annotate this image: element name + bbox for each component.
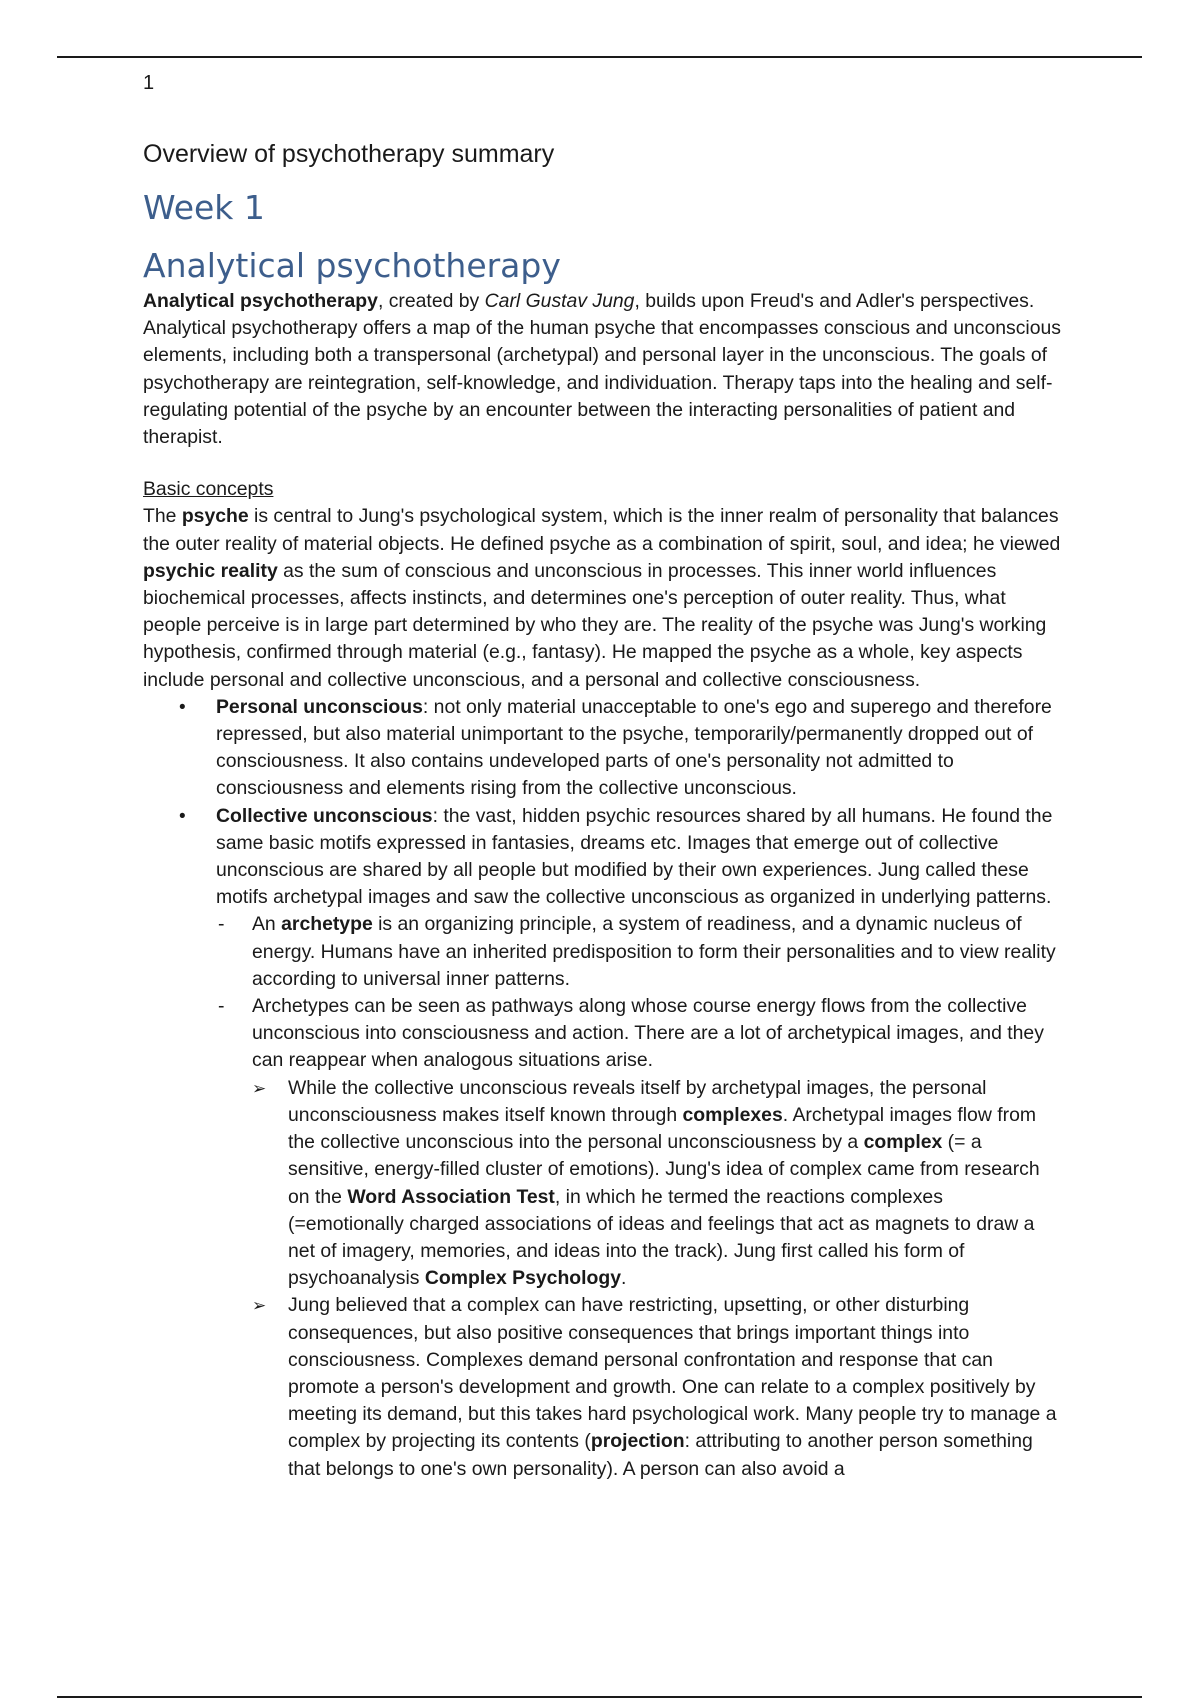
consequences-text-2: : attributing to another person something that belongs to one's own personality). A person can also avoid a <box>288 1430 1033 1480</box>
footer-rule <box>57 1696 1142 1698</box>
intro-author: Carl Gustav Jung <box>484 290 635 312</box>
header-rule <box>57 56 1142 58</box>
complex-text-4: , in which he termed the reactions complexes (=emotionally charged associations of ideas and feelings that act as magnets to draw a net of imagery, memories, and ideas into the track). Jung first called his form of psychoanalysis <box>288 1185 1035 1290</box>
complex-term: complex <box>863 1131 943 1154</box>
collective-unconscious-text: : the vast, hidden psychic resources shared by all humans. He found the same basic motifs expressed in fantasies, dreams etc. Images that emerge out of collective unconscious are shared by all people but modified by their own experiences. Jung called these motifs archetypal images and saw the collective unconscious as organized in underlying patterns. <box>216 804 1053 909</box>
archetypes-pathways-text: Archetypes can be seen as pathways along whose course energy flows from the collective unconscious into consciousness and action. There are a lot of archetypical images, and they can reappear when analogous situations arise. <box>252 995 1044 1072</box>
page-number: 1 <box>143 72 155 94</box>
complex-psychology-term: Complex Psychology <box>424 1267 622 1290</box>
psyche-text-c: as the sum of conscious and unconscious in processes. This inner world influences biochemical processes, affects instincts, and determines one's perception of outer reality. Thus, what people perceive is in large part determined by who they are. The reality of the psyche was Jung's working hypothesis, confirmed through material (e.g., fantasy). He mapped the psyche as a whole, key aspects include personal and collective unconscious, and a personal and collective consciousness. <box>143 559 1047 691</box>
page-content <box>143 70 1063 1483</box>
psychic-reality-term: psychic reality <box>143 559 278 582</box>
complexes-term: complexes <box>682 1103 783 1126</box>
complex-text-2: . Archetypal images flow from the collective unconscious into the personal unconsciousness by a <box>288 1103 1037 1154</box>
collective-unconscious-term: Collective unconscious <box>216 804 433 827</box>
archetype-text-b: is an organizing principle, a system of readiness, and a dynamic nucleus of energy. Humans have an inherited predisposition to form their personalities and to view reality according to universal inner patterns. <box>252 913 1056 990</box>
list-item <box>218 911 1063 993</box>
list-item <box>179 694 1063 803</box>
list-item <box>218 993 1063 1483</box>
week-heading: Week 1 <box>143 188 265 227</box>
list-item <box>179 803 1063 1483</box>
list-item <box>252 1292 1063 1482</box>
bullet-icon: • <box>179 696 186 718</box>
intro-term: Analytical psychotherapy <box>143 290 378 312</box>
dash-icon: - <box>218 995 225 1018</box>
archetype-term: archetype <box>281 913 373 936</box>
archetype-text-a: An <box>252 913 282 936</box>
personal-unconscious-term: Personal unconscious <box>216 695 423 718</box>
personal-unconscious-text: : not only material unacceptable to one's ego and superego and therefore repressed, but also material unimportant to the psyche, temporarily/permanently dropped out of consciousness. It also contains undeveloped parts of one's personality not admitted to consciousness and elements rising from the collective unconscious. <box>216 695 1052 800</box>
section-heading: Analytical psychotherapy <box>143 246 561 285</box>
intro-text-b: , builds upon Freud's and Adler's perspectives. Analytical psychotherapy offers a map of the human psyche that encompasses conscious and unconscious elements, including both a transpersonal (archetypal) and personal layer in the unconscious. The goals of psychotherapy are reintegration, self-knowledge, and individuation. Therapy taps into the healing and self-regulating potential of the psyche by an encounter between the interacting personalities of patient and therapist. <box>143 290 1061 449</box>
bullet-icon: • <box>179 805 186 827</box>
arrow-bullet-icon: ➢ <box>252 1078 267 1098</box>
dash-icon: - <box>218 913 225 936</box>
list-item <box>252 1075 1063 1293</box>
paragraph-gap <box>143 451 1063 476</box>
arrow-list <box>252 1075 1063 1483</box>
arrow-bullet-icon: ➢ <box>252 1296 267 1316</box>
intro-paragraph <box>143 288 1063 451</box>
bullet-list <box>143 694 1063 1483</box>
dash-list <box>216 911 1063 1482</box>
psyche-paragraph <box>143 503 1063 693</box>
psyche-text-a: The <box>143 505 182 528</box>
word-association-test-term: Word Association Test <box>347 1185 555 1208</box>
basic-concepts-heading: Basic concepts <box>143 478 274 501</box>
document-title: Overview of psychotherapy summary <box>143 140 555 168</box>
complex-text-3: (= a sensitive, energy-filled cluster of emotions). Jung's idea of complex came from research on the <box>288 1131 1040 1208</box>
psyche-term: psyche <box>181 505 249 528</box>
intro-text-a: , created by <box>377 290 485 312</box>
psyche-text-b: is central to Jung's psychological system, which is the inner realm of personality that balances the outer reality of material objects. He defined psyche as a combination of spirit, soul, and idea; he viewed <box>143 505 1061 555</box>
consequences-text-1: Jung believed that a complex can have restricting, upsetting, or other disturbing consequences, but also positive consequences that brings important things into consciousness. Complexes demand personal confrontation and response that can promote a person's development and growth. One can relate to a complex positively by meeting its demand, but this takes hard psychological work. Many people try to manage a complex by projecting its contents ( <box>288 1294 1057 1453</box>
projection-term: projection <box>590 1430 685 1453</box>
complex-text-1: While the collective unconscious reveals itself by archetypal images, the personal unconsciousness makes itself known through <box>288 1076 987 1126</box>
complex-text-5: . <box>621 1267 627 1290</box>
